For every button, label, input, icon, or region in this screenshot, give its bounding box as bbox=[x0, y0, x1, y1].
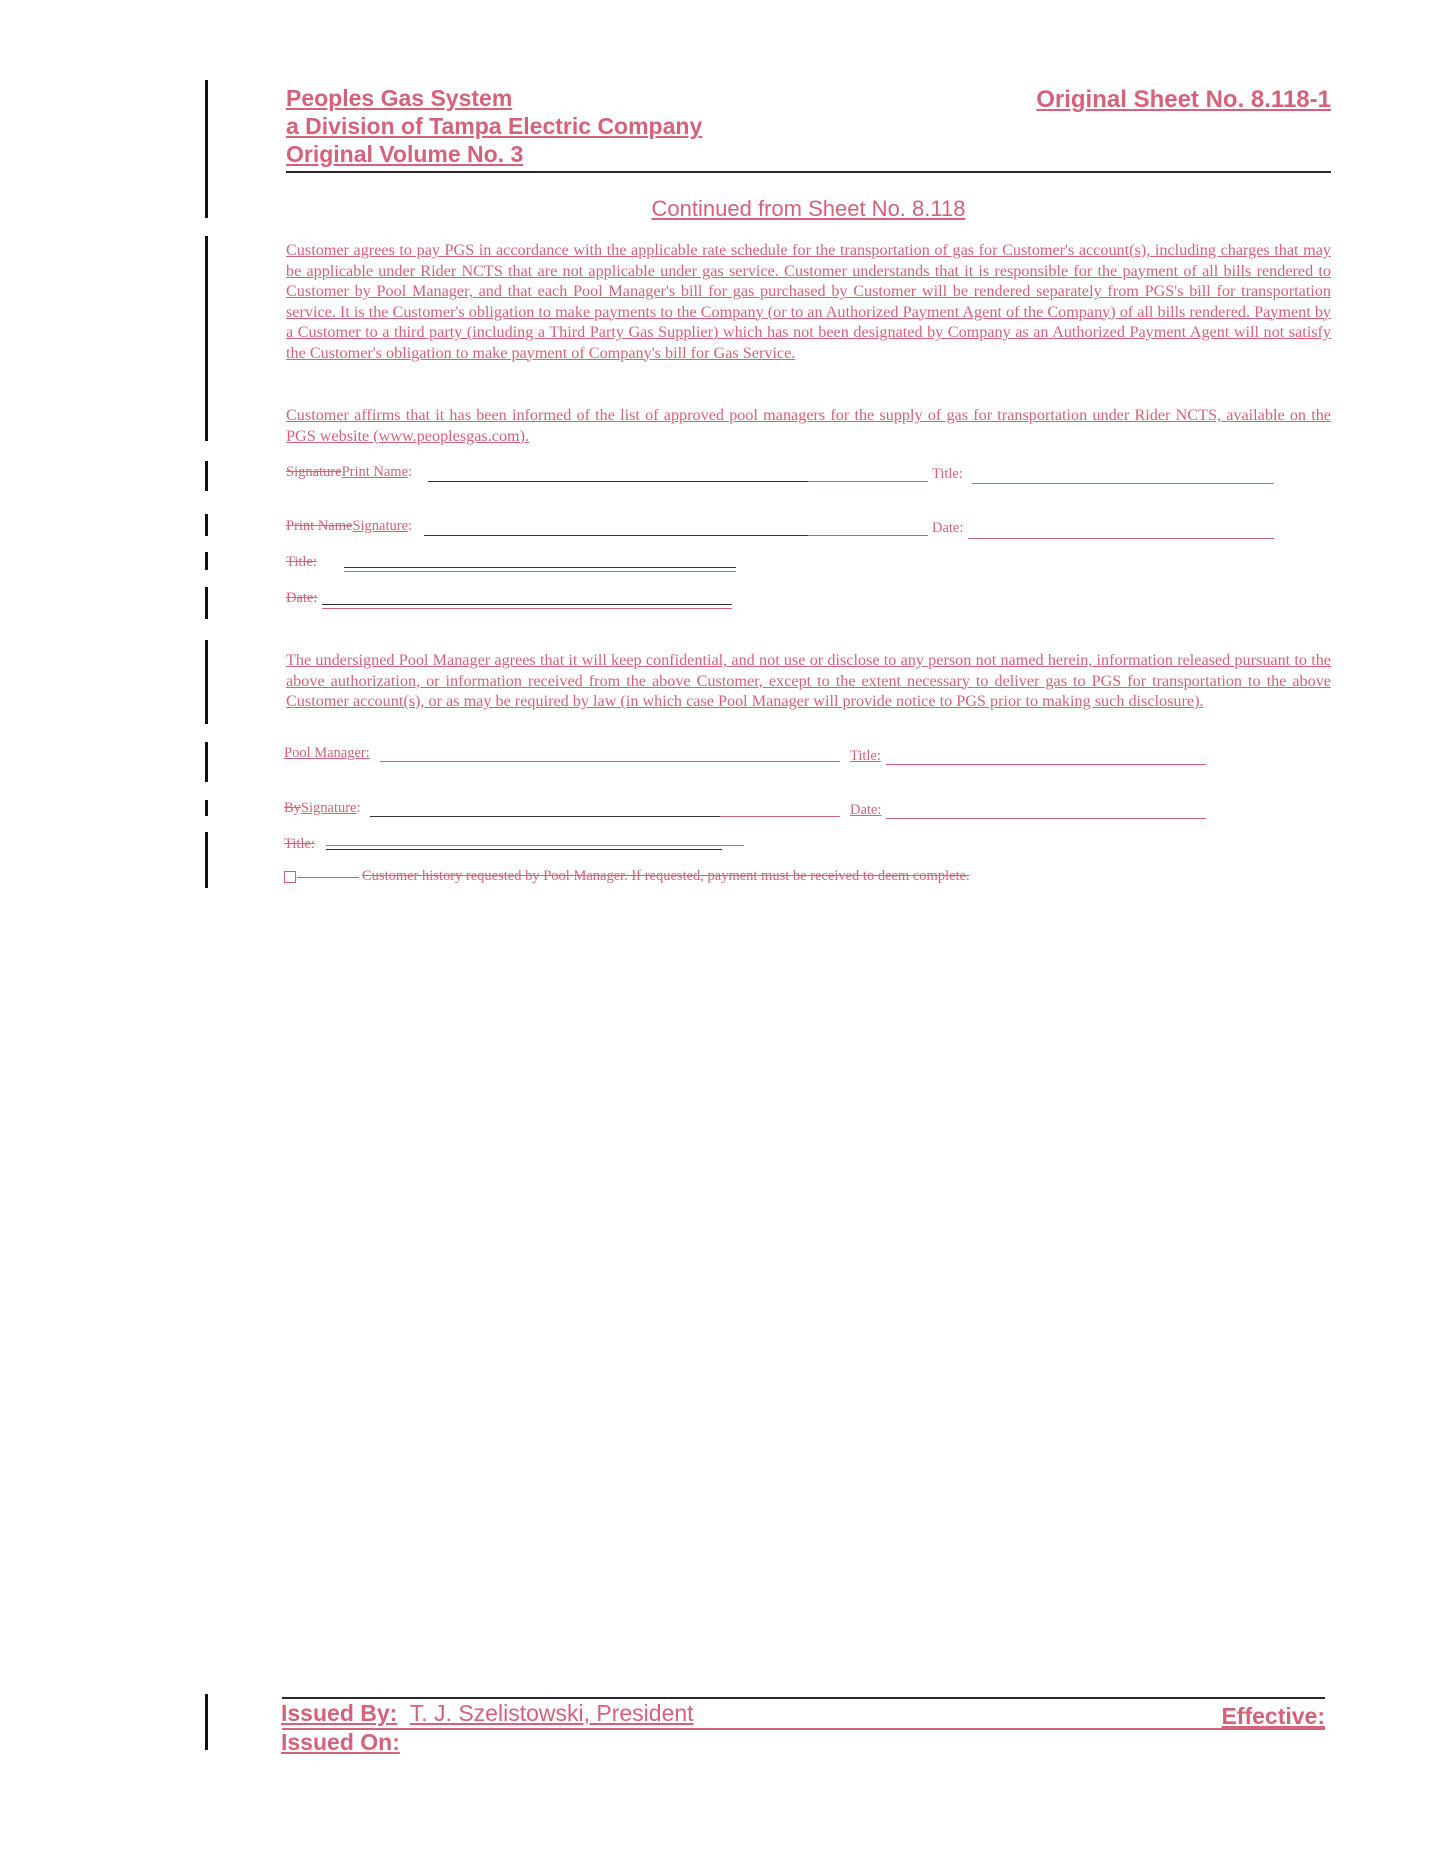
customer-title-label: Title: bbox=[932, 466, 963, 482]
customer-signature-input[interactable] bbox=[424, 535, 808, 536]
customer-print-name-input-ext bbox=[808, 481, 928, 482]
issued-by-row bbox=[281, 1700, 694, 1727]
customer-date-input[interactable] bbox=[968, 538, 1274, 539]
division-name: a Division of Tampa Electric Company bbox=[286, 113, 703, 139]
sheet-number: Original Sheet No. 8.118-1 bbox=[1036, 86, 1331, 113]
pool-manager-signature-input-ext bbox=[720, 816, 840, 817]
pool-manager-signature-label: BySignature: bbox=[284, 800, 361, 816]
pool-manager-title-input[interactable] bbox=[886, 764, 1206, 765]
pool-manager-date-input[interactable] bbox=[886, 818, 1206, 819]
confidentiality-paragraph: The undersigned Pool Manager agrees that it will keep confidential, and not use or disclose to any person not named herein, information released pursuant to the above authorization, or information received from the above Customer, except to the extent necessary to deliver gas to PGS for transportation to the above Customer account(s), or as may be required by law (in which case Pool Manager will provide notice to PGS prior to making such disclosure). bbox=[286, 651, 1331, 710]
revision-bar bbox=[205, 80, 208, 218]
company-header bbox=[286, 84, 702, 168]
pool-manager-date-label: Date: bbox=[850, 802, 882, 818]
pool-manager-title-struck-line bbox=[326, 849, 722, 850]
issued-by-value: T. J. Szelistowski, President bbox=[409, 1700, 694, 1726]
pool-manager-signature-input[interactable] bbox=[370, 816, 720, 817]
revision-bar bbox=[205, 1694, 208, 1750]
pool-manager-input[interactable] bbox=[380, 761, 840, 762]
pool-manager-title-label: Title: bbox=[850, 748, 881, 764]
company-name: Peoples Gas System bbox=[286, 85, 513, 111]
customer-title-struck-label: Title: bbox=[286, 554, 317, 570]
payment-agreement-paragraph: Customer agrees to pay PGS in accordance with the applicable rate schedule for the transportation of gas for Customer's account(s), including charges that may be applicable under Rider NCTS that are not applicable under gas service. Customer understands that it is responsible for the payment of all bills rendered to Customer by Pool Manager, and that each Pool Manager's bill for gas purchased by Customer will be rendered separately from PGS's bill for transportation service. It is the Customer's obligation to make payments to the Company (or to an Authorized Payment Agent of the Company) of all bills rendered. Payment by a Customer to a third party (including a Third Party Gas Supplier) which has not been designated by Company as an Authorized Payment Agent will not satisfy the Customer's obligation to make payment of Company's bill for Gas Service. bbox=[286, 241, 1332, 362]
pool-manager-label: Pool Manager: bbox=[284, 745, 370, 761]
pool-manager-title-struck-line-2 bbox=[326, 845, 744, 846]
customer-title-input[interactable] bbox=[972, 483, 1274, 484]
customer-date-label: Date: bbox=[932, 520, 964, 536]
customer-history-text: Customer history requested by Pool Manager. If requested, payment must be received to deem complete. bbox=[362, 868, 970, 884]
customer-date-struck-line-2 bbox=[322, 608, 732, 609]
revision-bar bbox=[205, 461, 208, 491]
revision-bar bbox=[205, 800, 208, 816]
customer-title-struck-line bbox=[344, 567, 736, 568]
customer-title-struck-line-2 bbox=[344, 571, 736, 572]
revision-bar bbox=[205, 640, 208, 724]
header-rule bbox=[286, 171, 1331, 173]
revision-bar bbox=[205, 552, 208, 570]
revision-bar bbox=[205, 587, 208, 619]
footer-rule bbox=[282, 1697, 1325, 1699]
customer-signature-input-ext bbox=[808, 535, 928, 536]
revision-bar bbox=[205, 742, 208, 782]
volume-number: Original Volume No. 3 bbox=[286, 141, 524, 167]
effective-label: Effective: bbox=[1221, 1703, 1325, 1729]
continued-from: Continued from Sheet No. 8.118 bbox=[651, 196, 966, 221]
customer-date-struck-line bbox=[322, 604, 732, 605]
issued-on-row bbox=[281, 1729, 400, 1756]
effective-row bbox=[1221, 1703, 1325, 1730]
issued-by-label: Issued By: bbox=[281, 1700, 398, 1726]
revision-bar bbox=[205, 514, 208, 536]
customer-signature-label: Print NameSignature: bbox=[286, 518, 413, 534]
pool-manager-title-struck-label: Title: bbox=[284, 836, 315, 852]
customer-print-name-label: SignaturePrint Name: bbox=[286, 464, 413, 480]
revision-bar bbox=[205, 236, 208, 441]
issued-by-line bbox=[282, 1728, 1325, 1730]
revision-bar bbox=[205, 832, 208, 888]
pool-manager-affirmation-paragraph: Customer affirms that it has been informed of the list of approved pool managers for the supply of gas for transportation under Rider NCTS, available on the PGS website (www.peoplesgas.com). bbox=[286, 406, 1331, 445]
issued-on-label: Issued On: bbox=[281, 1729, 400, 1755]
customer-date-struck-label: Date: bbox=[286, 590, 318, 606]
customer-print-name-input[interactable] bbox=[428, 481, 808, 482]
history-strike-line bbox=[297, 877, 359, 878]
customer-history-checkbox[interactable] bbox=[284, 871, 296, 883]
